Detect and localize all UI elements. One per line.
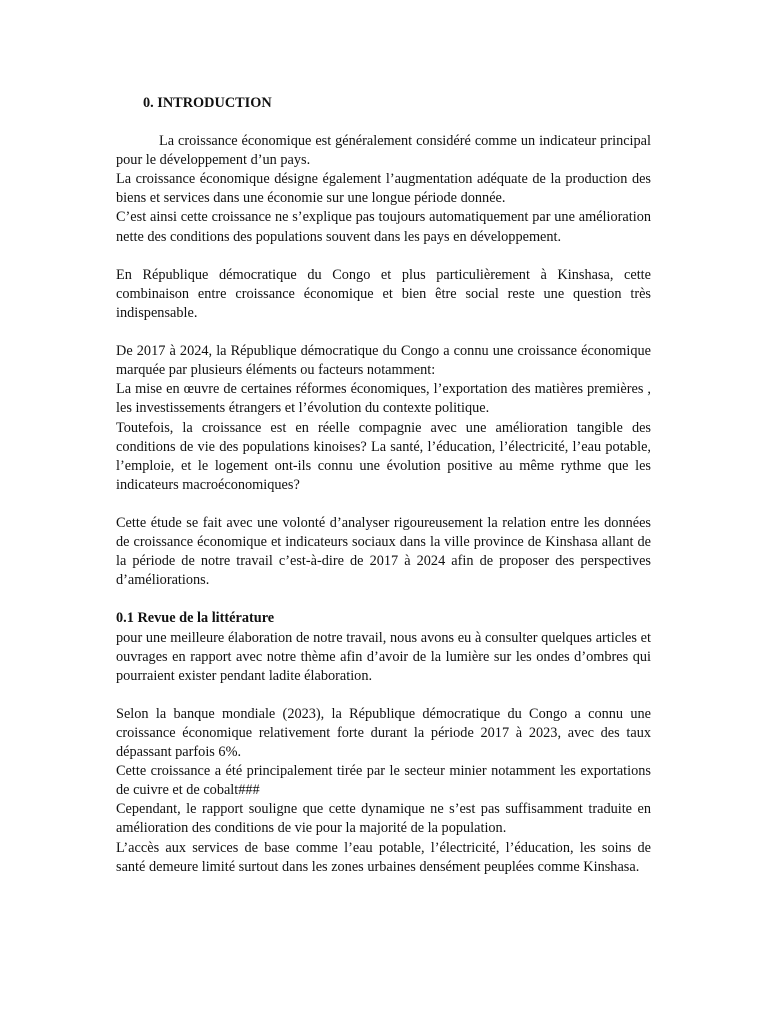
paragraph: L’accès aux services de base comme l’eau potable, l’électricité, l’éducation, les soins de santé demeure limité surtout dans les zones urbaines densément peuplées comme Kinshasa. — [116, 839, 651, 875]
paragraph-spacer — [116, 686, 651, 705]
document-page — [116, 94, 651, 877]
paragraph: En République démocratique du Congo et plus particulièrement à Kinshasa, cette combinaison entre croissance économique et bien être social reste une question très indispensable. — [116, 266, 651, 321]
section-title: 0. INTRODUCTION — [143, 95, 272, 111]
paragraph-spacer — [116, 590, 651, 609]
paragraph-spacer — [116, 323, 651, 342]
subsection-heading: 0.1 Revue de la littérature — [116, 610, 275, 627]
paragraph: pour une meilleure élaboration de notre travail, nous avons eu à consulter quelques articles et ouvrages en rapport avec notre thème afin d’avoir de la lumière sur les ondes d’ombres qui pourraient exister pendant ladite élaboration. — [116, 629, 651, 684]
paragraph: De 2017 à 2024, la République démocratique du Congo a connu une croissance économique marquée par plusieurs éléments ou facteurs notamment: — [116, 343, 651, 379]
paragraph: La croissance économique désigne également l’augmentation adéquate de la production des biens et services dans une économie sur une longue période donnée. — [116, 171, 651, 207]
paragraph: Cette croissance a été principalement tirée par le secteur minier notamment les exportations de cuivre et de cobalt### — [116, 763, 651, 799]
paragraph: C’est ainsi cette croissance ne s’explique pas toujours automatiquement par une amélioration nette des conditions des populations souvent dans les pays en développement. — [116, 209, 651, 245]
paragraph: Toutefois, la croissance est en réelle compagnie avec une amélioration tangible des conditions de vie des populations kinoises? La santé, l’éducation, l’électricité, l’eau potable, l’emploie, et le logement ont-ils connu une évolution positive au même rythme que les indicateurs macroéconomiques? — [116, 419, 651, 493]
paragraph: Cette étude se fait avec une volonté d’analyser rigoureusement la relation entre les données de croissance économique et indicateurs sociaux dans la ville province de Kinshasa allant de la période de notre travail c’est-à-dire de 2017 à 2024 afin de proposer des perspectives d’améliorations. — [116, 514, 651, 589]
paragraph-spacer — [116, 495, 651, 514]
paragraph: La mise en œuvre de certaines réformes économiques, l’exportation des matières premières , les investissements étrangers et l’évolution du contexte politique. — [116, 381, 651, 417]
paragraph: La croissance économique est généralement considéré comme un indicateur principal pour le développement d’un pays. — [116, 133, 651, 169]
paragraph-spacer — [116, 247, 651, 266]
paragraph: Selon la banque mondiale (2023), la République démocratique du Congo a connu une croissance économique relativement forte durant la période 2017 à 2023, avec des taux dépassant parfois 6%. — [116, 705, 651, 761]
paragraph: Cependant, le rapport souligne que cette dynamique ne s’est pas suffisamment traduite en amélioration des conditions de vie pour la majorité de la population. — [116, 801, 651, 837]
